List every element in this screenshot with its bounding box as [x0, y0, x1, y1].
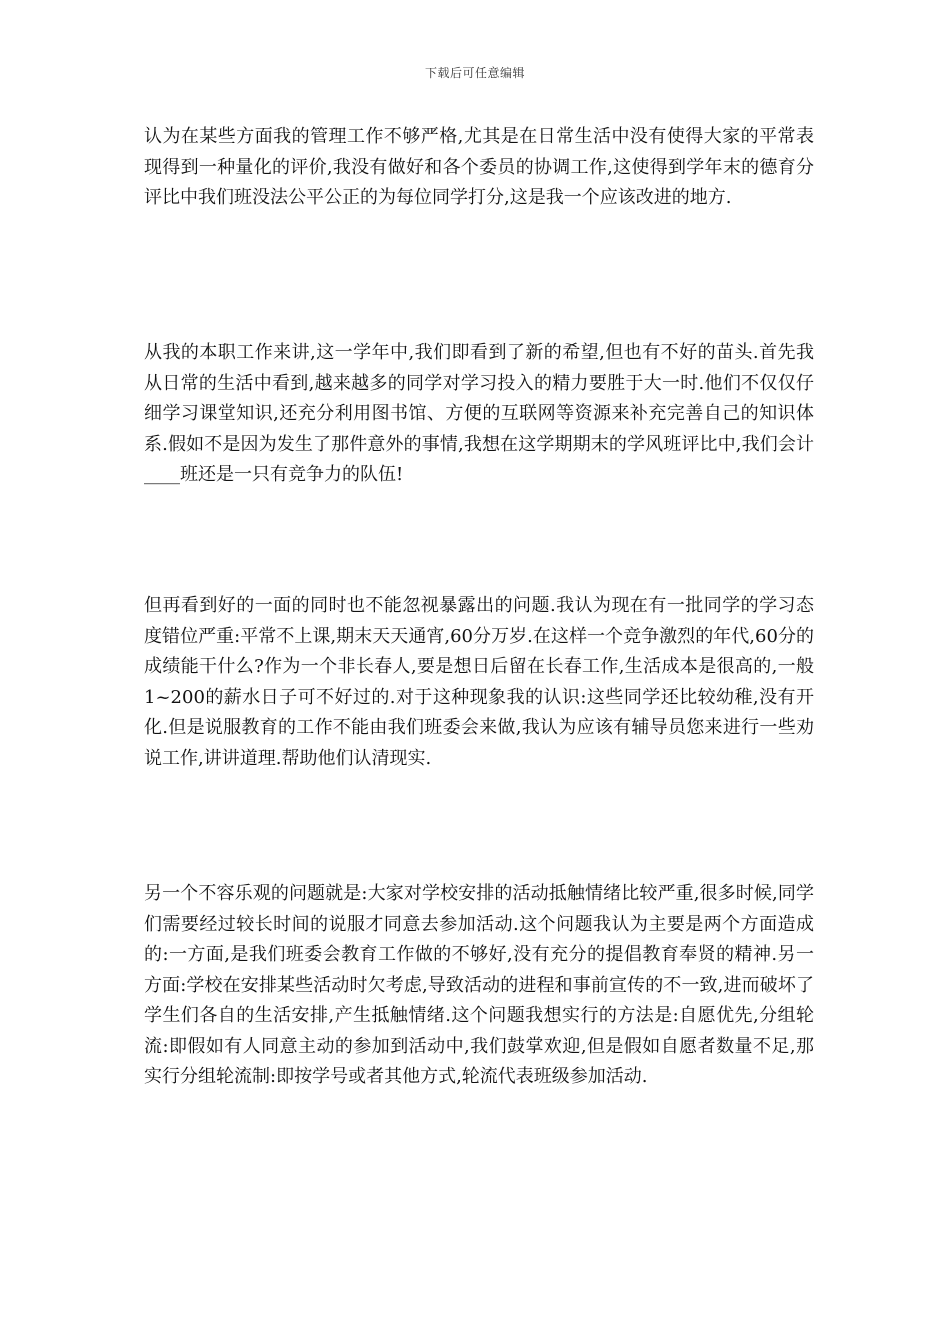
page-header: 下载后可任意编辑: [424, 66, 525, 80]
paragraph-management: 认为在某些方面我的管理工作不够严格,尤其是在日常生活中没有使得大家的平常表现得到一种量化的评价,我没有做好和各个委员的协调工作,这使得到学年末的德育分评比中我们班没法公平公正的为每位同学打分,这是我一个应该改进的地方.: [144, 126, 814, 208]
paragraph-job-review: 从我的本职工作来讲,这一学年中,我们即看到了新的希望,但也有不好的苗头.首先我从日常的生活中看到,越来越多的同学对学习投入的精力要胜于大一时.他们不仅仅仔细学习课堂知识,还充分利用图书馆、方便的互联网等资源来补充完善自己的知识体系.假如不是因为发生了那件意外的事情,我想在这学期期末的学风班评比中,我们会计____班还是一只有竞争力的队伍!: [144, 342, 814, 485]
paragraph-activities: 另一个不容乐观的问题就是:大家对学校安排的活动抵触情绪比较严重,很多时候,同学们需要经过较长时间的说服才同意去参加活动.这个问题我认为主要是两个方面造成的:一方面,是我们班委会教育工作做的不够好,没有充分的提倡教育奉贤的精神.另一方面:学校在安排某些活动时欠考虑,导致活动的进程和事前宣传的不一致,进而破坏了学生们各自的生活安排,产生抵触情绪.这个问题我想实行的方法是:自愿优先,分组轮流:即假如有人同意主动的参加到活动中,我们鼓掌欢迎,但是假如自愿者数量不足,那实行分组轮流制:即按学号或者其他方式,轮流代表班级参加活动.: [144, 883, 814, 1087]
paragraph-study-attitude: 但再看到好的一面的同时也不能忽视暴露出的问题.我认为现在有一批同学的学习态度错位严重:平常不上课,期末天天通宵,60分万岁.在这样一个竞争激烈的年代,60分的成绩能干什么?作为一个非长春人,要是想日后留在长春工作,生活成本是很高的,一般1~200的薪水日子可不好过的.对于这种现象我的认识:这些同学还比较幼稚,没有开化.但是说服教育的工作不能由我们班委会来做,我认为应该有辅导员您来进行一些劝说工作,讲讲道理.帮助他们认清现实.: [144, 595, 814, 769]
